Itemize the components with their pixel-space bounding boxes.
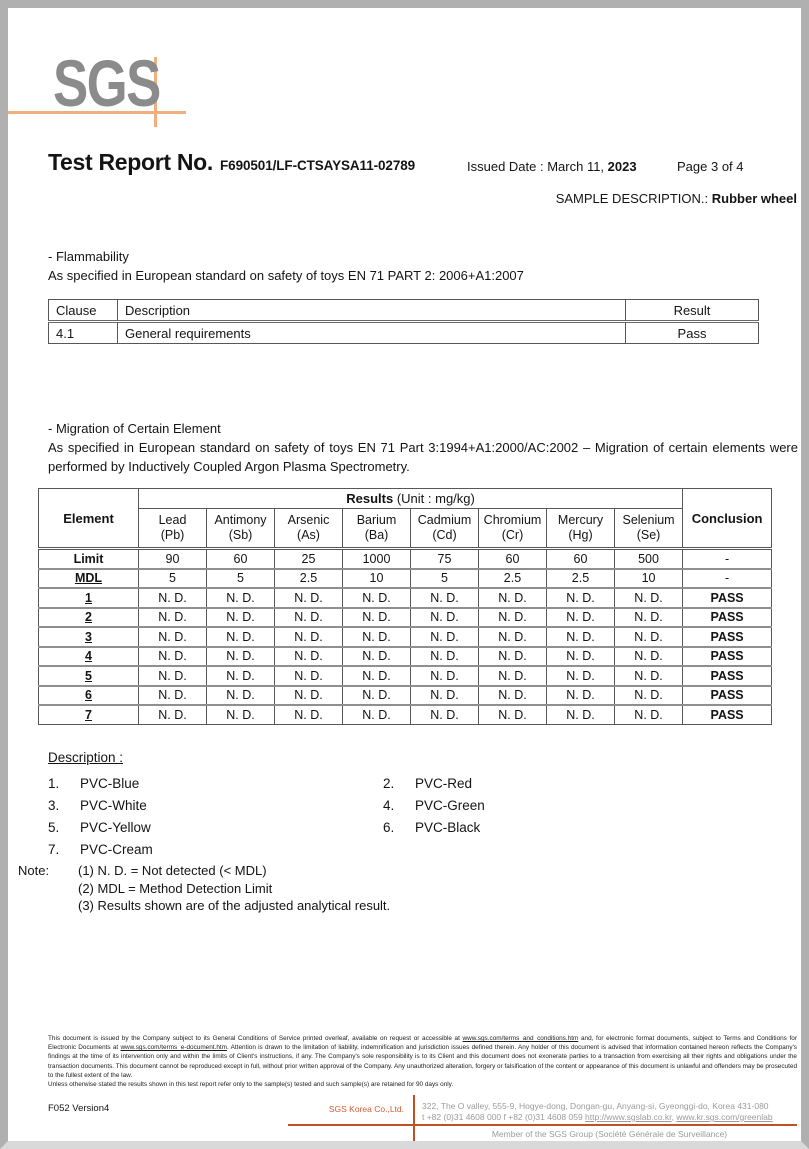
result-value-cell: N. D. [343,608,411,628]
result-value-cell: 5 [139,569,207,589]
sample-result-row [39,686,772,706]
result-value-cell: N. D. [411,686,479,706]
result-value-cell: 5 [207,569,275,589]
result-value-cell: N. D. [343,666,411,686]
migration-section-heading [48,419,798,476]
report-number: F690501/LF-CTSAYSA11-02789 [220,158,416,173]
result-value-cell: N. D. [615,686,683,706]
result-value-cell: N. D. [479,686,547,706]
sample-result-row [39,588,772,608]
result-value-cell: N. D. [547,588,615,608]
conclusion-cell: PASS [683,666,772,686]
result-value-cell: N. D. [275,608,343,628]
result-value-cell: N. D. [275,705,343,724]
row-label-cell: 7 [39,705,139,724]
result-value-cell: N. D. [411,666,479,686]
flammability-section-heading [48,247,768,285]
text-segment: Unless otherwise stated the results shown in this test report refer only to the sample(s) tested and such sample(s) are retained for 90 days only. [48,1081,454,1089]
result-value-cell: N. D. [275,627,343,647]
row-label-cell: 2 [39,608,139,628]
flammability-header-description: Description [118,300,626,322]
result-value-cell: N. D. [207,666,275,686]
description-item [48,839,383,861]
description-item-number: 6. [383,820,395,835]
mdl-row [39,569,772,589]
sgs-logo-text: SGS [53,46,160,120]
description-item [48,773,383,795]
result-value-cell: N. D. [343,588,411,608]
conclusion-cell: PASS [683,647,772,667]
result-value-cell: N. D. [207,608,275,628]
note-text-3: (3) Results shown are of the adjusted analytical result. [78,898,391,913]
footer-vertical-divider [413,1095,415,1143]
issued-date-text: Issued Date : March 11, [467,159,608,174]
address-line-2 [422,1112,799,1123]
link-text: http://www.sgslab.co.kr [585,1112,672,1122]
conclusion-cell: PASS [683,686,772,706]
result-value-cell: N. D. [547,666,615,686]
element-header-cell [479,509,547,549]
migration-results-header [139,489,683,509]
result-value-cell: 2.5 [275,569,343,589]
result-value-cell: N. D. [615,705,683,724]
limit-row [39,549,772,569]
sample-result-row [39,627,772,647]
element-symbol: (Cd) [432,528,457,542]
result-value-cell: N. D. [207,705,275,724]
result-value-cell: N. D. [479,588,547,608]
migration-conclusion-header: Conclusion [683,489,772,549]
description-item-number: 1. [48,776,60,791]
sample-result-row [39,608,772,628]
note-section [18,862,391,915]
element-header-cell [547,509,615,549]
migration-element-names-row [39,509,772,549]
result-value-cell: 90 [139,549,207,569]
flammability-subheading: As specified in European standard on safety of toys EN 71 PART 2: 2006+A1:2007 [48,268,524,283]
note-line [48,897,390,915]
result-value-cell: N. D. [479,705,547,724]
description-item-number: 2. [383,776,395,791]
result-value-cell: N. D. [207,627,275,647]
result-value-cell: N. D. [411,608,479,628]
link-text: www.sgs.com/terms_e-document.htm [120,1044,227,1052]
description-list [48,773,768,861]
element-header-cell [139,509,207,549]
company-name: SGS Korea Co.,Ltd. [328,1104,404,1114]
result-value-cell: 60 [207,549,275,569]
result-value-cell: N. D. [207,686,275,706]
result-value-cell: 10 [615,569,683,589]
description-item [48,795,383,817]
note-text-2: (2) MDL = Method Detection Limit [78,880,273,896]
result-value-cell: N. D. [411,647,479,667]
row-label-cell: MDL [39,569,139,589]
sgs-group-member-label: Member of the SGS Group (Société Générale de Surveillance) [491,1129,728,1139]
element-header-cell [343,509,411,549]
note-label: Note: [18,863,50,878]
result-value-cell: 500 [615,549,683,569]
flammability-heading: - Flammability [48,249,129,264]
sample-result-row [39,647,772,667]
flammability-table [48,299,759,344]
migration-heading: - Migration of Certain Element [48,421,221,436]
result-value-cell: N. D. [615,666,683,686]
page-content [8,8,801,1141]
element-symbol: (Ba) [364,528,389,542]
result-value-cell: N. D. [547,686,615,706]
issued-date [467,159,637,174]
link-text: www.kr.sgs.com/greenlab [676,1112,773,1122]
result-value-cell: 10 [343,569,411,589]
row-label-cell: 3 [39,627,139,647]
description-item-number: 4. [383,798,395,813]
text-segment: This document is issued by the Company subject to its General Conditions of Service printed overleaf, available on request or accessible at [48,1035,463,1042]
description-section [48,750,768,861]
result-value-cell: 2.5 [479,569,547,589]
text-segment: . Attention is drawn to the limitation of liability, indemnification and jurisdiction issues defined therein. Any holder of this document is advised that information contained hereon reflects the Company's findings at the time of its intervention only and within the limits of Client's instructions, if any. The Company's sole responsibility is to its Client and this document does not exonerate parties to a transaction from exercising all their rights and obligations under the transaction documents. This document cannot be reproduced except in full, without prior written approval of the Company. Any unauthorized alteration, forgery or falsification of the content or appearance of this document is unlawful and offenders may be prosecuted to the fullest extent of the law. [48,1044,797,1079]
row-label-cell: 4 [39,647,139,667]
result-value-cell: N. D. [411,588,479,608]
migration-subheading: As specified in European standard on safety of toys EN 71 Part 3:1994+A1:2000/AC:2002 – Migration of certain elements were performed by Inductively Coupled Argon Plasma Spectrometry. [48,440,798,474]
flammability-header-clause: Clause [49,300,118,322]
description-item-number: 7. [48,842,60,857]
result-value-cell: N. D. [139,588,207,608]
element-header-cell [207,509,275,549]
result-value-cell: 1000 [343,549,411,569]
migration-results-header-row [39,489,772,509]
description-item [48,817,383,839]
result-value-cell: N. D. [479,647,547,667]
text-segment: and, for electronic format documents, subject to Terms and Conditions for Electronic Documents at [48,1035,797,1052]
migration-element-header: Element [39,489,139,549]
description-item-text: PVC-Yellow [80,820,151,835]
description-item-number: 3. [48,798,60,813]
element-name: Barium [356,513,397,527]
description-item [383,817,768,839]
result-value-cell: N. D. [479,666,547,686]
description-item-number: 5. [48,820,60,835]
element-header-cell [411,509,479,549]
flammability-clause-value: 4.1 [49,322,118,344]
migration-table [38,488,772,725]
flammability-data-row [49,322,759,344]
conclusion-cell: PASS [683,588,772,608]
description-item-text: PVC-White [80,798,147,813]
result-value-cell: N. D. [615,608,683,628]
element-name: Antimony [214,513,267,527]
results-unit-label: (Unit : mg/kg) [393,491,475,506]
result-value-cell: 2.5 [547,569,615,589]
flammability-header-result: Result [626,300,759,322]
result-value-cell: N. D. [207,588,275,608]
result-value-cell: N. D. [479,627,547,647]
element-symbol: (As) [297,528,320,542]
result-value-cell: N. D. [207,647,275,667]
conclusion-cell: - [683,549,772,569]
element-symbol: (Sb) [228,528,253,542]
result-value-cell: N. D. [139,666,207,686]
result-value-cell: N. D. [139,627,207,647]
result-value-cell: 25 [275,549,343,569]
element-name: Selenium [622,513,675,527]
result-value-cell: N. D. [343,627,411,647]
result-value-cell: N. D. [547,608,615,628]
description-item-text: PVC-Blue [80,776,140,791]
row-label-cell: 1 [39,588,139,608]
result-value-cell: N. D. [343,705,411,724]
flammability-header-row [49,300,759,322]
result-value-cell: N. D. [275,686,343,706]
flammability-result-value: Pass [626,322,759,344]
sample-description-label: SAMPLE DESCRIPTION.: [555,191,709,206]
sample-result-row [39,705,772,724]
result-value-cell: N. D. [275,647,343,667]
company-address [422,1101,799,1123]
sample-description-value: Rubber wheel [711,191,797,206]
result-value-cell: 5 [411,569,479,589]
result-value-cell: N. D. [343,647,411,667]
note-line [18,862,390,880]
result-value-cell: N. D. [139,686,207,706]
conclusion-cell: PASS [683,627,772,647]
conclusion-cell: - [683,569,772,589]
result-value-cell: N. D. [411,627,479,647]
form-version-label: F052 Version4 [48,1103,110,1114]
element-symbol: (Se) [636,528,661,542]
text-segment: t +82 (0)31 4608 000 f +82 (0)31 4608 059 [422,1112,586,1122]
result-value-cell: N. D. [547,647,615,667]
description-item-text: PVC-Green [415,798,485,813]
result-value-cell: N. D. [547,627,615,647]
page-number-label: Page 3 of 4 [677,159,744,174]
result-value-cell: N. D. [139,705,207,724]
result-value-cell: N. D. [547,705,615,724]
description-heading: Description : [48,750,124,765]
description-item [383,773,768,795]
description-item [383,795,768,817]
result-value-cell: N. D. [479,608,547,628]
description-item-text: PVC-Black [415,820,481,835]
result-value-cell: N. D. [139,647,207,667]
result-value-cell: 60 [479,549,547,569]
result-value-cell: N. D. [615,588,683,608]
result-value-cell: N. D. [275,666,343,686]
legal-disclaimer [48,1034,797,1089]
element-symbol: (Cr) [501,528,524,542]
link-text: www.sgs.com/terms_and_conditions.htm [462,1035,579,1042]
result-value-cell: N. D. [343,686,411,706]
result-value-cell: N. D. [615,647,683,667]
footer-horizontal-divider [288,1124,797,1126]
conclusion-cell: PASS [683,705,772,724]
text-segment: , [671,1112,677,1122]
row-label-cell: Limit [39,549,139,569]
result-value-cell: N. D. [615,627,683,647]
description-item-text: PVC-Cream [80,842,153,857]
element-name: Lead [158,513,187,527]
element-name: Cadmium [417,513,472,527]
issued-date-year: 2023 [607,159,637,174]
description-item-text: PVC-Red [415,776,473,791]
note-line [48,880,390,898]
element-header-cell [615,509,683,549]
sample-result-row [39,666,772,686]
report-title-row [48,149,415,176]
element-name: Arsenic [287,513,330,527]
element-symbol: (Hg) [568,528,593,542]
result-value-cell: N. D. [275,588,343,608]
element-name: Mercury [557,513,604,527]
row-label-cell: 5 [39,666,139,686]
results-label: Results [346,491,394,506]
element-name: Chromium [483,513,542,527]
flammability-description-value: General requirements [118,322,626,344]
result-value-cell: 60 [547,549,615,569]
note-text-1: (1) N. D. = Not detected (< MDL) [78,863,267,878]
row-label-cell: 6 [39,686,139,706]
address-line-1: 322, The O valley, 555-9, Hogye-dong, Dongan-gu, Anyang-si, Gyeonggi-do, Korea 431-080 [422,1101,769,1111]
conclusion-cell: PASS [683,608,772,628]
result-value-cell: 75 [411,549,479,569]
result-value-cell: N. D. [411,705,479,724]
report-title: Test Report No. [48,149,214,175]
result-value-cell: N. D. [139,608,207,628]
element-symbol: (Pb) [160,528,185,542]
element-header-cell [275,509,343,549]
sample-description-line [556,191,797,206]
